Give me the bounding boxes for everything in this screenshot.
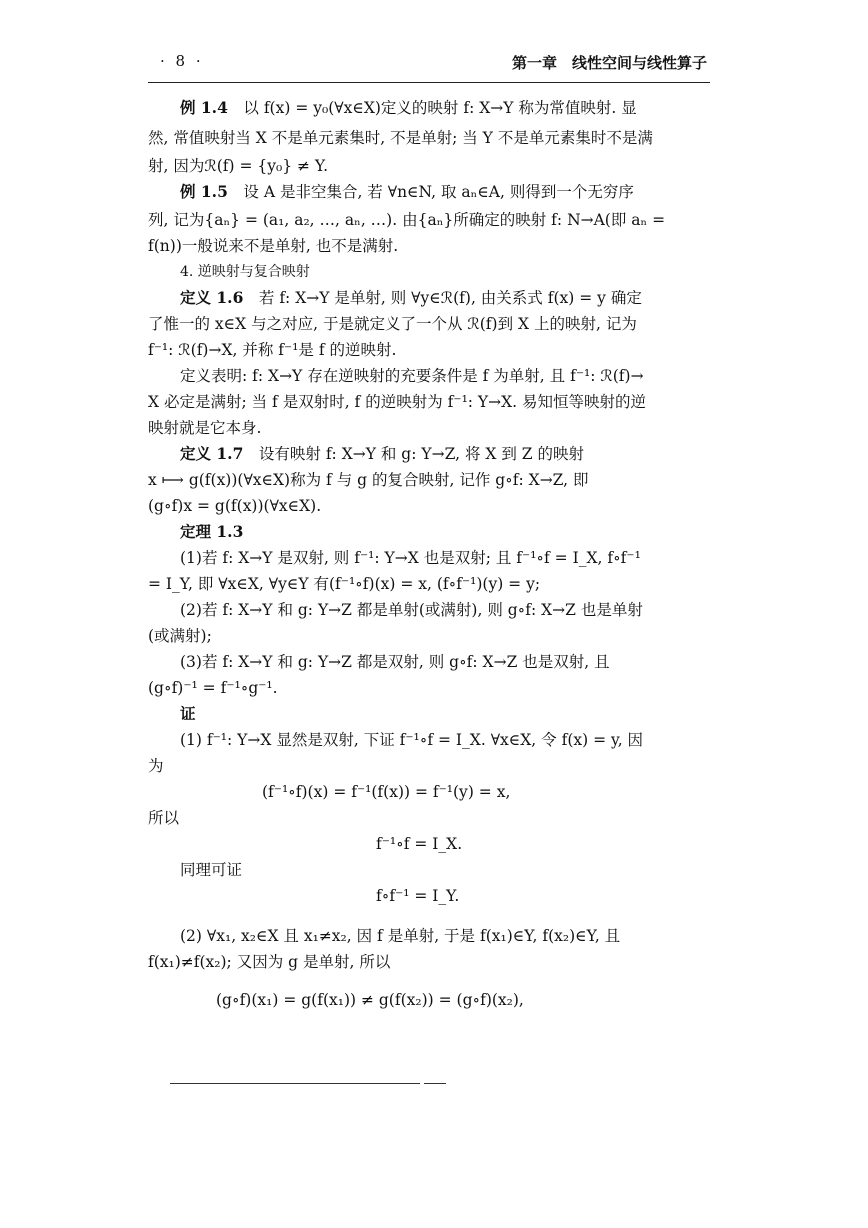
proof-1-line-2: 为 <box>148 757 164 775</box>
theorem-1-3-item-1-line-2: = I_Y, 即 ∀x∈X, ∀y∈Y 有(f⁻¹∘f)(x) = x, (f∘f⁻¹)(y) = y; <box>148 575 541 593</box>
proof-text-similarly: 同理可证 <box>180 861 243 879</box>
definition-1-7-line-1 <box>180 444 584 464</box>
display-equation-3: f∘f⁻¹ = I_Y. <box>376 887 460 905</box>
page-number: · 8 · <box>160 52 204 70</box>
text-run: 设有映射 f: X→Y 和 g: Y→Z, 将 X 到 Z 的映射 <box>258 445 584 463</box>
text-run: 以 f(x) = y₀(∀x∈X)定义的映射 f: X→Y 称为常值映射. 显 <box>243 99 637 117</box>
text-run: 若 f: X→Y 是单射, 则 ∀y∈ℛ(f), 由关系式 f(x) = y 确定 <box>258 289 642 307</box>
definition-label: 定义 1.6 <box>180 288 244 307</box>
footer-rule <box>170 1083 420 1084</box>
definition-1-6-line-1 <box>180 288 642 308</box>
definition-note-line-2: X 必定是满射; 当 f 是双射时, f 的逆映射为 f⁻¹: Y→X. 易知恒等映射的逆 <box>148 393 647 411</box>
theorem-1-3-item-3-line-1: (3)若 f: X→Y 和 g: Y→Z 都是双射, 则 g∘f: X→Z 也是双射, 且 <box>180 653 610 671</box>
theorem-1-3-item-2-line-1: (2)若 f: X→Y 和 g: Y→Z 都是单射(或满射), 则 g∘f: X→Z 也是单射 <box>180 601 643 619</box>
example-label: 例 1.5 <box>180 182 228 201</box>
display-equation-2: f⁻¹∘f = I_X. <box>376 835 463 853</box>
header-rule <box>148 82 710 83</box>
footer-rule-fragment <box>424 1083 446 1084</box>
display-equation-1: (f⁻¹∘f)(x) = f⁻¹(f(x)) = f⁻¹(y) = x, <box>262 783 511 801</box>
section-heading: 4. 逆映射与复合映射 <box>180 264 310 280</box>
proof-2-line-2: f(x₁)≠f(x₂); 又因为 g 是单射, 所以 <box>148 953 391 971</box>
chapter-title: 第一章 线性空间与线性算子 <box>512 54 708 72</box>
example-1-5-line-2: 列, 记为{aₙ} = (a₁, a₂, …, aₙ, …). 由{aₙ}所确定的映射 f: N→A(即 aₙ = <box>148 211 666 229</box>
theorem-1-3-label: 定理 1.3 <box>180 522 244 541</box>
proof-label: 证 <box>180 704 196 723</box>
theorem-1-3-item-2-line-2: (或满射); <box>148 627 212 645</box>
theorem-1-3-item-3-line-2: (g∘f)⁻¹ = f⁻¹∘g⁻¹. <box>148 679 278 697</box>
definition-1-7-line-3: (g∘f)x = g(f(x))(∀x∈X). <box>148 497 322 515</box>
definition-note-line-3: 映射就是它本身. <box>148 419 262 437</box>
proof-text-so: 所以 <box>148 809 180 827</box>
definition-1-7-line-2: x ⟼ g(f(x))(∀x∈X)称为 f 与 g 的复合映射, 记作 g∘f: X→Z, 即 <box>148 471 589 489</box>
definition-note-line-1: 定义表明: f: X→Y 存在逆映射的充要条件是 f 为单射, 且 f⁻¹: ℛ(f)→ <box>180 367 644 385</box>
example-1-4-line-2: 然, 常值映射当 X 不是单元素集时, 不是单射; 当 Y 不是单元素集时不是满 <box>148 129 653 147</box>
proof-1-line-1: (1) f⁻¹: Y→X 显然是双射, 下证 f⁻¹∘f = I_X. ∀x∈X, 令 f(x) = y, 因 <box>180 731 644 749</box>
definition-label: 定义 1.7 <box>180 444 244 463</box>
theorem-1-3-item-1-line-1: (1)若 f: X→Y 是双射, 则 f⁻¹: Y→X 也是双射; 且 f⁻¹∘f = I_X, f∘f⁻¹ <box>180 549 641 567</box>
example-1-4-line-1 <box>180 98 637 118</box>
text-run: 设 A 是非空集合, 若 ∀n∈N, 取 aₙ∈A, 则得到一个无穷序 <box>243 183 634 201</box>
example-label: 例 1.4 <box>180 98 228 117</box>
example-1-5-line-1 <box>180 182 634 202</box>
definition-1-6-line-3: f⁻¹: ℛ(f)→X, 并称 f⁻¹是 f 的逆映射. <box>148 341 397 359</box>
definition-1-6-line-2: 了惟一的 x∈X 与之对应, 于是就定义了一个从 ℛ(f)到 X 上的映射, 记为 <box>148 315 637 333</box>
proof-2-line-1: (2) ∀x₁, x₂∈X 且 x₁≠x₂, 因 f 是单射, 于是 f(x₁)∈Y, f(x₂)∈Y, 且 <box>180 927 621 945</box>
example-1-5-line-3: f(n))一般说来不是单射, 也不是满射. <box>148 237 399 255</box>
example-1-4-line-3: 射, 因为ℛ(f) = {y₀} ≠ Y. <box>148 157 329 175</box>
display-equation-4: (g∘f)(x₁) = g(f(x₁)) ≠ g(f(x₂)) = (g∘f)(x₂), <box>216 991 524 1009</box>
